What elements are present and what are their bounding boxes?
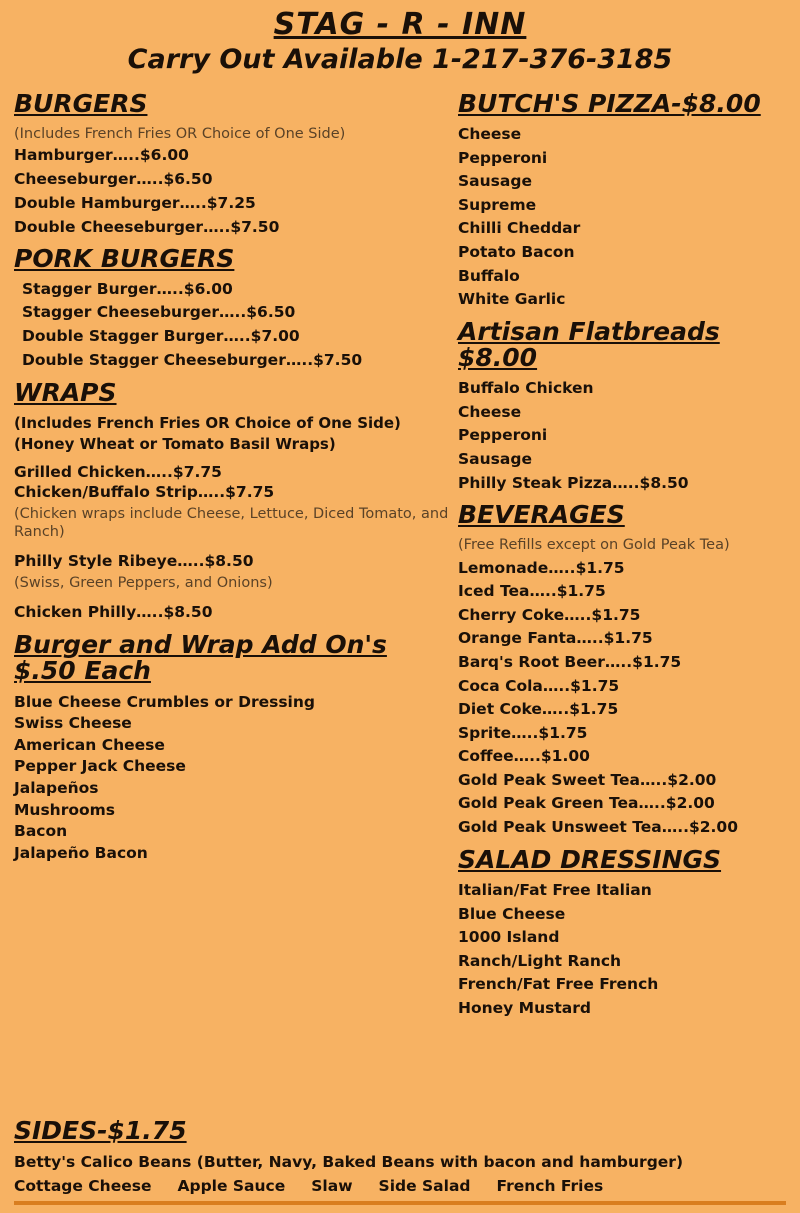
pizza-list — [458, 125, 786, 309]
list-item: Apple Sauce — [177, 1177, 286, 1195]
beverages-list — [458, 559, 786, 837]
list-item: Buffalo Chicken — [458, 379, 594, 398]
list-item: Coca Cola…..$1.75 — [458, 676, 620, 695]
flatbreads-list — [458, 379, 786, 492]
beverages-note: (Free Refills except on Gold Peak Tea) — [458, 537, 730, 554]
list-item: Pepper Jack Cheese — [14, 757, 186, 776]
add-ons-list — [14, 693, 452, 863]
list-item: Jalapeño Bacon — [14, 843, 148, 862]
list-item: Potato Bacon — [458, 242, 575, 261]
list-item: Chicken/Buffalo Strip…..$7.75 — [14, 483, 275, 502]
list-item: Philly Steak Pizza…..$8.50 — [458, 473, 689, 492]
list-item: Cheese — [458, 124, 522, 143]
section-sides — [14, 1116, 786, 1205]
section-wraps — [14, 377, 452, 622]
list-item: Blue Cheese — [458, 904, 566, 923]
list-item: Cottage Cheese — [14, 1177, 152, 1195]
bottom-divider — [14, 1201, 786, 1205]
add-ons-heading: Burger and Wrap Add On's $.50 Each — [14, 630, 387, 686]
list-item: Gold Peak Unsweet Tea…..$2.00 — [458, 818, 738, 837]
left-column — [14, 81, 458, 1023]
pork-burgers-heading: PORK BURGERS — [14, 244, 235, 274]
section-beverages — [458, 502, 786, 837]
list-item: Grilled Chicken…..$7.75 — [14, 462, 222, 481]
right-column — [458, 81, 786, 1023]
menu-header — [14, 8, 786, 75]
list-item: Sprite…..$1.75 — [458, 723, 588, 742]
list-item: Double Stagger Cheeseburger…..$7.50 — [22, 351, 363, 369]
beverages-heading: BEVERAGES — [458, 500, 625, 530]
wraps-note-ribeye: (Swiss, Green Peppers, and Onions) — [14, 575, 273, 592]
list-item: Blue Cheese Crumbles or Dressing — [14, 692, 315, 711]
list-item: Diet Coke…..$1.75 — [458, 700, 619, 719]
restaurant-title: STAG - R - INN — [273, 7, 527, 42]
list-item: Barq's Root Beer…..$1.75 — [458, 652, 682, 671]
list-item: French Fries — [496, 1177, 604, 1195]
list-item: Gold Peak Green Tea…..$2.00 — [458, 794, 715, 813]
menu-columns — [14, 81, 786, 1023]
list-item: Honey Mustard — [458, 998, 591, 1017]
pizza-heading: BUTCH'S PIZZA-$8.00 — [458, 88, 761, 118]
list-item: Mushrooms — [14, 800, 116, 819]
list-item: Stagger Cheeseburger…..$6.50 — [22, 303, 296, 322]
list-item: Bacon — [14, 822, 68, 841]
list-item: Supreme — [458, 195, 537, 214]
list-item: Double Hamburger…..$7.25 — [14, 193, 256, 212]
section-flatbreads — [458, 316, 786, 492]
salad-dressings-heading: SALAD DRESSINGS — [458, 844, 722, 874]
list-item: Coffee…..$1.00 — [458, 747, 590, 766]
list-item: American Cheese — [14, 735, 165, 754]
list-item: Double Stagger Burger…..$7.00 — [22, 327, 300, 346]
list-item: Cherry Coke…..$1.75 — [458, 605, 641, 624]
list-item: Sausage — [458, 449, 532, 468]
pork-burgers-list — [14, 281, 452, 370]
wraps-item-chicken-philly: Chicken Philly…..$8.50 — [14, 603, 213, 622]
list-item: Sausage — [458, 172, 532, 191]
list-item: Cheese — [458, 402, 522, 421]
section-pork-burgers — [14, 246, 452, 370]
wraps-list — [14, 464, 452, 503]
carry-out-phone: Carry Out Available 1-217-376-3185 — [127, 44, 673, 75]
sides-calico-beans: Betty's Calico Beans (Butter, Navy, Baked Beans with bacon and hamburger) — [14, 1153, 684, 1172]
list-item: Orange Fanta…..$1.75 — [458, 629, 653, 648]
list-item: Buffalo — [458, 266, 520, 285]
list-item: Italian/Fat Free Italian — [458, 880, 652, 899]
flatbreads-heading: Artisan Flatbreads $8.00 — [458, 316, 720, 372]
list-item: 1000 Island — [458, 928, 560, 947]
list-item: Pepperoni — [458, 148, 548, 167]
list-item: Ranch/Light Ranch — [458, 951, 622, 970]
list-item: French/Fat Free French — [458, 975, 659, 994]
section-salad-dressings — [458, 844, 786, 1018]
list-item: Hamburger…..$6.00 — [14, 146, 189, 165]
sides-row — [14, 1177, 786, 1195]
section-add-ons — [14, 632, 452, 862]
sides-heading: SIDES-$1.75 — [14, 1116, 187, 1146]
wraps-heading: WRAPS — [14, 377, 117, 407]
salad-dressings-list — [458, 881, 786, 1018]
list-item: Cheeseburger…..$6.50 — [14, 169, 213, 188]
list-item: Gold Peak Sweet Tea…..$2.00 — [458, 770, 717, 789]
section-pizza — [458, 88, 786, 309]
burgers-note: (Includes French Fries OR Choice of One Side) — [14, 125, 346, 142]
list-item: White Garlic — [458, 290, 566, 309]
wraps-item-ribeye: Philly Style Ribeye…..$8.50 — [14, 552, 254, 571]
list-item: Slaw — [311, 1177, 353, 1195]
list-item: Chilli Cheddar — [458, 219, 581, 238]
wraps-note-types: (Honey Wheat or Tomato Basil Wraps) — [14, 434, 336, 453]
wraps-note-chicken: (Chicken wraps include Cheese, Lettuce, Diced Tomato, and Ranch) — [14, 506, 449, 541]
section-burgers — [14, 88, 452, 237]
burgers-heading: BURGERS — [14, 88, 148, 118]
list-item: Lemonade…..$1.75 — [458, 558, 625, 577]
list-item: Pepperoni — [458, 426, 548, 445]
list-item: Iced Tea…..$1.75 — [458, 582, 606, 601]
list-item: Jalapeños — [14, 779, 99, 798]
wraps-note-sides: (Includes French Fries OR Choice of One Side) — [14, 414, 401, 433]
list-item: Side Salad — [378, 1177, 471, 1195]
burgers-list — [14, 147, 452, 236]
list-item: Swiss Cheese — [14, 714, 132, 733]
list-item: Stagger Burger…..$6.00 — [22, 279, 233, 298]
list-item: Double Cheeseburger…..$7.50 — [14, 217, 280, 236]
